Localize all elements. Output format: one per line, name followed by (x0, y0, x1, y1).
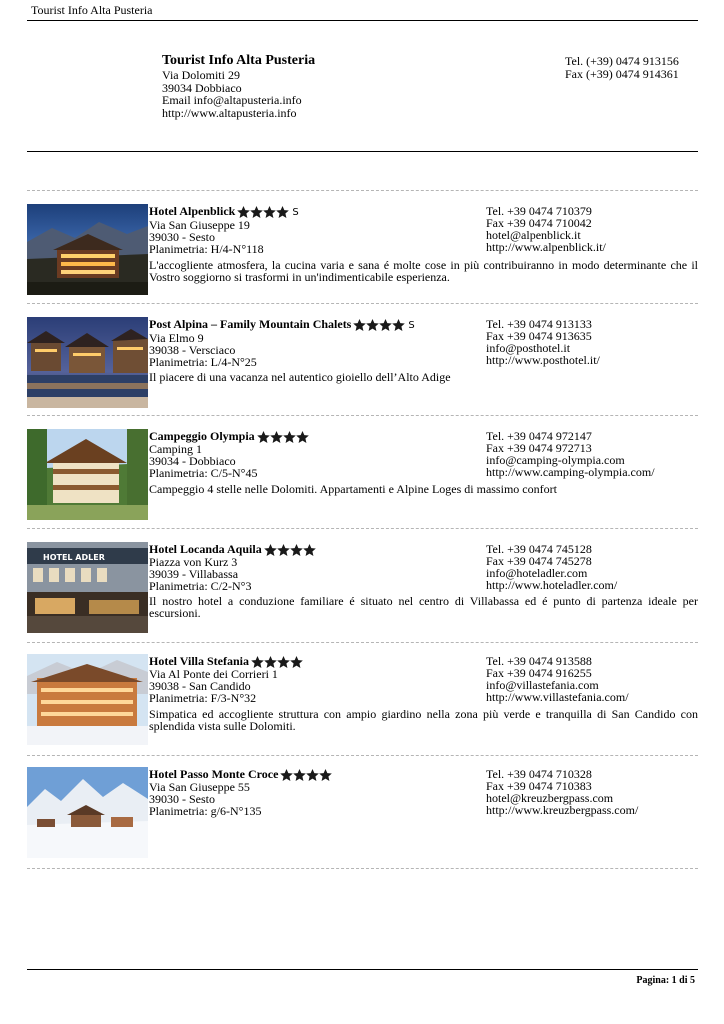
hotel-plan: Planimetria: F/3-N°32 (149, 691, 257, 705)
office-name: Tourist Info Alta Pusteria (162, 53, 316, 68)
star-icon (276, 206, 289, 218)
star-icon (379, 319, 392, 331)
star-icon (296, 431, 309, 443)
hotel-address: Camping 1 (149, 442, 202, 456)
office-website[interactable]: http://www.altapusteria.info (162, 105, 297, 120)
top-rule (27, 20, 698, 21)
star-icon (250, 206, 263, 218)
hotel-website[interactable]: http://www.posthotel.it/ (486, 353, 600, 367)
star-icon (280, 769, 293, 781)
hotel-plan: Planimetria: g/6-N°135 (149, 804, 262, 818)
hotel-email[interactable]: hotel@alpenblick.it (486, 228, 581, 242)
star-icon (319, 769, 332, 781)
star-icon (270, 431, 283, 443)
star-rating (280, 769, 332, 781)
hotel-tel: Tel. +39 0474 913588 (486, 654, 592, 668)
star-rating (353, 319, 405, 331)
hotel-description: Campeggio 4 stelle nelle Dolomiti. Appartamenti e Alpine Loges di massimo confort (149, 482, 557, 496)
star-icon (353, 319, 366, 331)
hotel-photo[interactable] (27, 317, 148, 408)
star-icon (283, 431, 296, 443)
entry-separator (27, 190, 698, 191)
star-rating (237, 206, 289, 218)
hotel-plan: Planimetria: H/4-N°118 (149, 242, 264, 256)
hotel-photo[interactable] (27, 204, 148, 295)
hotel-tel: Tel. +39 0474 710328 (486, 767, 592, 781)
hotel-name: Campeggio Olympia (149, 429, 255, 443)
hotel-description: Il piacere di una vacanza nel autentico gioiello dell’Alto Adige (149, 370, 451, 384)
hotel-description: Simpatica ed accogliente struttura con ampio giardino nella zona più verde e tranquilla di San Candido con splendida vista sulle Dolomiti. (149, 707, 698, 733)
hotel-email[interactable]: info@posthotel.it (486, 341, 571, 355)
hotel-email[interactable]: hotel@kreuzbergpass.com (486, 791, 614, 805)
hotel-description: Il nostro hotel a conduzione familiare é situato nel centro di Villabassa ed é punto di partenza ideale per escursioni. (149, 594, 698, 620)
hotel-city: 39034 - Dobbiaco (149, 454, 236, 468)
hotel-photo[interactable] (27, 654, 148, 745)
star-icon (263, 206, 276, 218)
hotel-address: Piazza von Kurz 3 (149, 555, 238, 569)
star-icon (257, 431, 270, 443)
hotel-fax: Fax +39 0474 916255 (486, 666, 592, 680)
star-icon (277, 656, 290, 668)
office-tel: Tel. (+39) 0474 913156 (565, 54, 679, 68)
hotel-website[interactable]: http://www.kreuzbergpass.com/ (486, 803, 639, 817)
hotel-city: 39038 - San Candido (149, 679, 251, 693)
hotel-tel: Tel. +39 0474 710379 (486, 204, 592, 218)
hotel-tel: Tel. +39 0474 913133 (486, 317, 592, 331)
entry-separator (27, 415, 698, 416)
office-address: Via Dolomiti 29 (162, 68, 240, 82)
hotel-city: 39030 - Sesto (149, 230, 215, 244)
star-icon (277, 544, 290, 556)
hotel-city: 39039 - Villabassa (149, 567, 239, 581)
hotel-tel: Tel. +39 0474 972147 (486, 429, 592, 443)
hotel-address: Via San Giuseppe 55 (149, 780, 250, 794)
star-rating (264, 544, 316, 556)
star-icon (237, 206, 250, 218)
hotel-photo[interactable] (27, 429, 148, 520)
hotel-plan: Planimetria: C/5-N°45 (149, 466, 258, 480)
star-icon (293, 769, 306, 781)
entry-separator (27, 528, 698, 529)
hotel-photo[interactable] (27, 542, 148, 633)
entry-separator (27, 642, 698, 643)
entry-separator (27, 303, 698, 304)
superior-badge: S (408, 320, 415, 331)
hotel-description: L'accogliente atmosfera, la cucina varia e sana é molte cose in più contribuiranno in modo determinante che il Vostro soggiorno si trasformi in un'indimenticabile esperienza. (149, 258, 698, 284)
hotel-address: Via Al Ponte dei Corrieri 1 (149, 667, 278, 681)
hotel-fax: Fax +39 0474 710042 (486, 216, 592, 230)
hotel-website[interactable]: http://www.hoteladler.com/ (486, 578, 618, 592)
entry-separator (27, 755, 698, 756)
hotel-website[interactable]: http://www.villastefania.com/ (486, 690, 629, 704)
hotel-fax: Fax +39 0474 972713 (486, 441, 592, 455)
office-fax: Fax (+39) 0474 914361 (565, 66, 679, 81)
star-icon (366, 319, 379, 331)
hotel-city: 39030 - Sesto (149, 792, 215, 806)
page-header-title: Tourist Info Alta Pusteria (31, 3, 153, 17)
entry-separator (27, 868, 698, 869)
hotel-fax: Fax +39 0474 913635 (486, 329, 592, 343)
hotel-name: Hotel Villa Stefania (149, 654, 249, 668)
hotel-address: Via Elmo 9 (149, 331, 204, 345)
hotel-email[interactable]: info@hoteladler.com (486, 566, 588, 580)
star-rating (257, 431, 309, 443)
hotel-tel: Tel. +39 0474 745128 (486, 542, 592, 556)
star-icon (290, 656, 303, 668)
star-icon (306, 769, 319, 781)
hotel-plan: Planimetria: C/2-N°3 (149, 579, 252, 593)
hotel-name: Hotel Passo Monte Croce (149, 767, 279, 781)
hotel-fax: Fax +39 0474 745278 (486, 554, 592, 568)
hotel-website[interactable]: http://www.camping-olympia.com/ (486, 465, 655, 479)
star-icon (392, 319, 405, 331)
hotel-email[interactable]: info@camping-olympia.com (486, 453, 625, 467)
footer-rule (27, 969, 698, 970)
hotel-plan: Planimetria: L/4-N°25 (149, 355, 257, 369)
star-icon (264, 544, 277, 556)
office-city: 39034 Dobbiaco (162, 80, 242, 95)
hotel-name: Hotel Locanda Aquila (149, 542, 262, 556)
hotel-address: Via San Giuseppe 19 (149, 218, 250, 232)
hotel-email[interactable]: info@villastefania.com (486, 678, 599, 692)
hotel-city: 39038 - Versciaco (149, 343, 236, 357)
hotel-name: Post Alpina – Family Mountain Chalets (149, 317, 352, 331)
hotel-sign: HOTEL ADLER (43, 553, 105, 562)
hotel-fax: Fax +39 0474 710383 (486, 779, 592, 793)
hotel-website[interactable]: http://www.alpenblick.it/ (486, 240, 606, 254)
office-email[interactable]: Email info@altapusteria.info (162, 93, 302, 107)
star-icon (290, 544, 303, 556)
header-rule (27, 151, 698, 152)
office-header (162, 53, 682, 119)
office-contacts (565, 55, 679, 80)
hotel-name: Hotel Alpenblick (149, 204, 236, 218)
page-number: Pagina: 1 di 5 (636, 975, 695, 986)
hotel-photo[interactable] (27, 767, 148, 858)
star-icon (303, 544, 316, 556)
superior-badge: S (292, 207, 299, 218)
